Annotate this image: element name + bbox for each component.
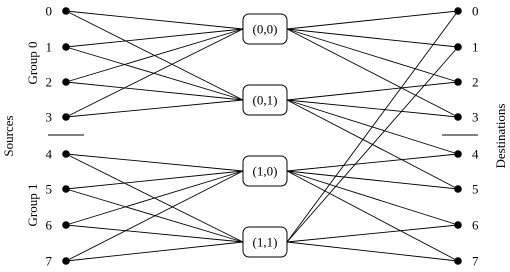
destination-node-dot — [454, 7, 462, 15]
destination-link — [287, 225, 458, 242]
source-link — [66, 171, 243, 225]
destination-node-label: 2 — [472, 74, 479, 90]
link-lines — [66, 11, 458, 261]
source-link — [66, 29, 243, 47]
destination-node-label: 7 — [472, 253, 479, 269]
group-1-label: Group 1 — [25, 183, 40, 227]
destination-link — [287, 29, 458, 82]
source-link — [66, 29, 243, 82]
source-node-label: 1 — [45, 39, 52, 55]
destination-nodes — [454, 4, 479, 269]
switch-label: (1,1) — [252, 234, 278, 250]
destination-link — [287, 47, 458, 242]
source-link — [66, 225, 243, 242]
destinations-label: Destinations — [493, 103, 508, 169]
switch-label: (1,0) — [252, 163, 278, 179]
switch-label: (0,0) — [252, 21, 278, 37]
destination-node-dot — [454, 150, 462, 158]
destination-node-dot — [454, 43, 462, 51]
destination-node-label: 3 — [472, 109, 479, 125]
switch-node — [243, 227, 287, 257]
destination-node-label: 4 — [472, 146, 479, 162]
source-link — [66, 171, 243, 261]
source-node-label: 0 — [45, 3, 52, 19]
destination-node-dot — [454, 113, 462, 121]
destination-link — [287, 242, 458, 261]
destination-link — [287, 171, 458, 261]
sources-label: Sources — [1, 115, 16, 157]
destination-link — [287, 11, 458, 29]
destination-node-dot — [454, 221, 462, 229]
source-node-label: 3 — [45, 109, 52, 125]
source-node-dot — [62, 43, 70, 51]
source-node-label: 2 — [45, 74, 52, 90]
destination-link — [287, 82, 458, 100]
source-node-label: 7 — [45, 253, 52, 269]
source-node-dot — [62, 185, 70, 193]
destination-node-dot — [454, 185, 462, 193]
source-node-dot — [62, 257, 70, 265]
source-link — [66, 82, 243, 100]
destination-node-dot — [454, 78, 462, 86]
destination-link — [287, 11, 458, 242]
destination-node-label: 0 — [472, 3, 479, 19]
source-node-label: 6 — [45, 217, 52, 233]
destination-link — [287, 171, 458, 225]
switch-node — [243, 14, 287, 44]
source-node-dot — [62, 78, 70, 86]
switch-label: (0,1) — [252, 92, 278, 108]
group-0-label: Group 0 — [25, 41, 40, 85]
switch-node — [243, 156, 287, 186]
source-link — [66, 154, 243, 171]
switch-node — [243, 85, 287, 115]
source-link — [66, 11, 243, 29]
destination-node-label: 1 — [472, 39, 479, 55]
destination-link — [287, 29, 458, 117]
destination-link — [287, 171, 458, 189]
source-link — [66, 242, 243, 261]
source-node-label: 5 — [45, 181, 52, 197]
destination-node-dot — [454, 257, 462, 265]
destination-link — [287, 29, 458, 47]
source-node-dot — [62, 113, 70, 121]
destination-node-label: 6 — [472, 217, 479, 233]
destination-link — [287, 154, 458, 171]
source-link — [66, 171, 243, 189]
source-nodes — [46, 4, 70, 269]
destination-node-label: 5 — [472, 181, 479, 197]
source-node-label: 4 — [45, 146, 52, 162]
source-node-dot — [62, 150, 70, 158]
source-node-dot — [62, 221, 70, 229]
switch-nodes — [243, 14, 287, 257]
source-link — [66, 29, 243, 117]
source-node-dot — [62, 7, 70, 15]
source-link — [66, 100, 243, 117]
